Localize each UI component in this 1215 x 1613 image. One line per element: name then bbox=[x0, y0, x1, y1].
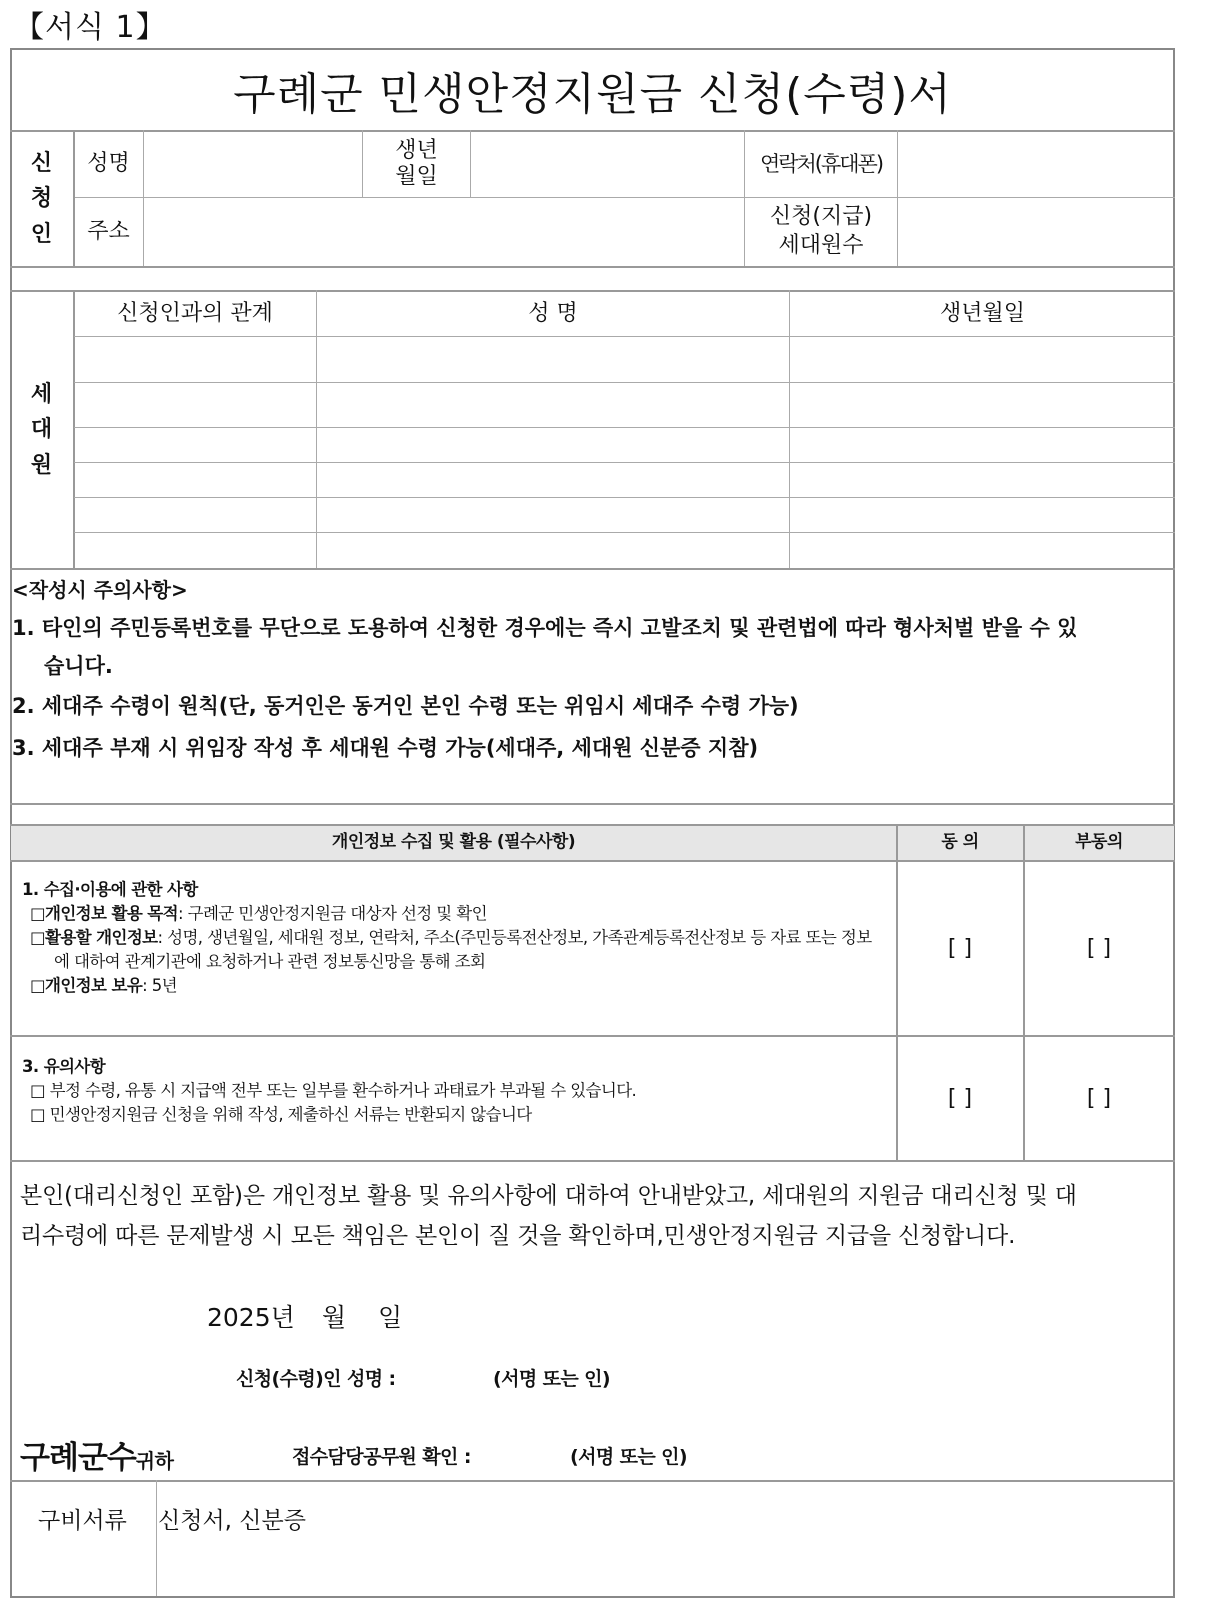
privacy-section-3-title: 3. 유의사항 bbox=[22, 1057, 106, 1076]
disagree-header: 부동의 bbox=[1075, 832, 1123, 853]
info-text-cont: 에 대하여 관계기관에 요청하거나 관련 정보통신망을 통해 조회 bbox=[54, 951, 486, 971]
table-row[interactable] bbox=[74, 428, 1174, 462]
applicant-signature-field[interactable] bbox=[400, 1362, 485, 1392]
receiver-signature-suffix: (서명 또는 인) bbox=[570, 1446, 687, 1468]
form-title: 구례군 민생안정지원금 신청(수령)서 bbox=[233, 69, 952, 120]
privacy-section-1 bbox=[22, 878, 892, 998]
addressee-honorific: 귀하 bbox=[135, 1449, 174, 1473]
birth-label: 생년 월일 bbox=[395, 137, 438, 189]
members-header-name: 성 명 bbox=[528, 300, 578, 326]
household-count-field[interactable] bbox=[899, 199, 1174, 265]
receiver-signature-field[interactable] bbox=[480, 1440, 565, 1470]
info-text: : 성명, 생년월일, 세대원 정보, 연락처, 주소(주민등록전산정보, 가족관계등록전산정보 등 자료 또는 정보 bbox=[157, 927, 872, 947]
note-item-1: 1. 타인의 주민등록번호를 무단으로 도용하여 신청한 경우에는 즉시 고발조치 및 관련법에 따라 형사처벌 받을 수 있 bbox=[12, 616, 1078, 640]
members-header-birth: 생년월일 bbox=[939, 300, 1025, 326]
applicant-birth-field[interactable] bbox=[472, 132, 743, 196]
table-row[interactable] bbox=[74, 337, 1174, 382]
purpose-text: : 구례군 민생안정지원금 대상자 선정 및 확인 bbox=[178, 903, 487, 923]
caution-item-1: □ 부정 수령, 유통 시 지급액 전부 또는 일부를 환수하거나 과태료가 부과될 수 있습니다. bbox=[30, 1080, 637, 1100]
section3-disagree-checkbox[interactable]: [ ] bbox=[1086, 1085, 1112, 1111]
retention-label: □개인정보 보유 bbox=[30, 975, 143, 995]
household-count-label: 신청(지급) 세대원수 bbox=[769, 204, 873, 258]
table-row[interactable] bbox=[74, 463, 1174, 497]
addressee bbox=[20, 1432, 173, 1477]
declaration-line-1: 본인(대리신청인 포함)은 개인정보 활용 및 유의사항에 대하여 안내받았고, 세대원의 지원금 대리신청 및 대 bbox=[20, 1183, 1077, 1209]
table-row[interactable] bbox=[74, 383, 1174, 427]
members-header-relation: 신청인과의 관계 bbox=[117, 300, 273, 326]
members-section-label: 세 대 원 bbox=[30, 382, 53, 478]
note-item-2: 2. 세대주 수령이 원칙(단, 동거인은 동거인 본인 수령 또는 위임시 세대주 수령 가능) bbox=[12, 694, 799, 718]
address-label: 주소 bbox=[87, 219, 130, 245]
applicant-name-field[interactable] bbox=[145, 132, 361, 196]
privacy-header: 개인정보 수집 및 활용 (필수사항) bbox=[331, 832, 576, 853]
name-label: 성명 bbox=[87, 151, 130, 177]
documents-label: 구비서류 bbox=[38, 1508, 127, 1534]
table-row[interactable] bbox=[74, 533, 1174, 567]
purpose-label: □개인정보 활용 목적 bbox=[30, 903, 178, 923]
section3-agree-checkbox[interactable]: [ ] bbox=[947, 1085, 973, 1111]
date-month: 월 bbox=[322, 1303, 347, 1332]
table-row[interactable] bbox=[74, 498, 1174, 532]
form-label: 【서식 1】 bbox=[14, 10, 167, 45]
privacy-section-3 bbox=[22, 1055, 892, 1127]
section1-disagree-checkbox[interactable]: [ ] bbox=[1086, 935, 1112, 961]
date-day: 일 bbox=[378, 1303, 403, 1332]
note-item-1-cont: 습니다. bbox=[44, 654, 113, 678]
applicant-signature-label: 신청(수령)인 성명 : bbox=[236, 1368, 396, 1390]
note-item-3: 3. 세대주 부재 시 위임장 작성 후 세대원 수령 가능(세대주, 세대원 신분증 지참) bbox=[12, 736, 759, 760]
declaration-line-2: 리수령에 따른 문제발생 시 모든 책임은 본인이 질 것을 확인하며,민생안정지원금 지급을 신청합니다. bbox=[20, 1223, 1016, 1250]
members-table-body bbox=[74, 337, 1174, 568]
applicant-section-label: 신 청 인 bbox=[30, 151, 53, 247]
receiver-signature-label: 접수담당공무원 확인 : bbox=[292, 1446, 471, 1468]
documents-value: 신청서, 신분증 bbox=[158, 1508, 306, 1534]
applicant-signature-suffix: (서명 또는 인) bbox=[493, 1368, 610, 1390]
applicant-contact-field[interactable] bbox=[899, 132, 1174, 196]
contact-label: 연락처(휴대폰) bbox=[759, 151, 883, 176]
declaration bbox=[20, 1176, 1170, 1257]
retention-text: : 5년 bbox=[142, 975, 178, 995]
caution-item-2: □ 민생안정지원금 신청을 위해 작성, 제출하신 서류는 반환되지 않습니다 bbox=[30, 1104, 532, 1124]
applicant-address-field[interactable] bbox=[145, 199, 743, 265]
section1-agree-checkbox[interactable]: [ ] bbox=[947, 935, 973, 961]
date-year: 2025년 bbox=[207, 1303, 295, 1332]
notes-title: <작성시 주의사항> bbox=[12, 578, 188, 602]
info-label: □활용할 개인정보 bbox=[30, 927, 158, 947]
agree-header: 동 의 bbox=[941, 832, 979, 853]
addressee-name: 구례군수 bbox=[20, 1440, 136, 1476]
privacy-section-1-title: 1. 수집·이용에 관한 사항 bbox=[22, 880, 198, 899]
